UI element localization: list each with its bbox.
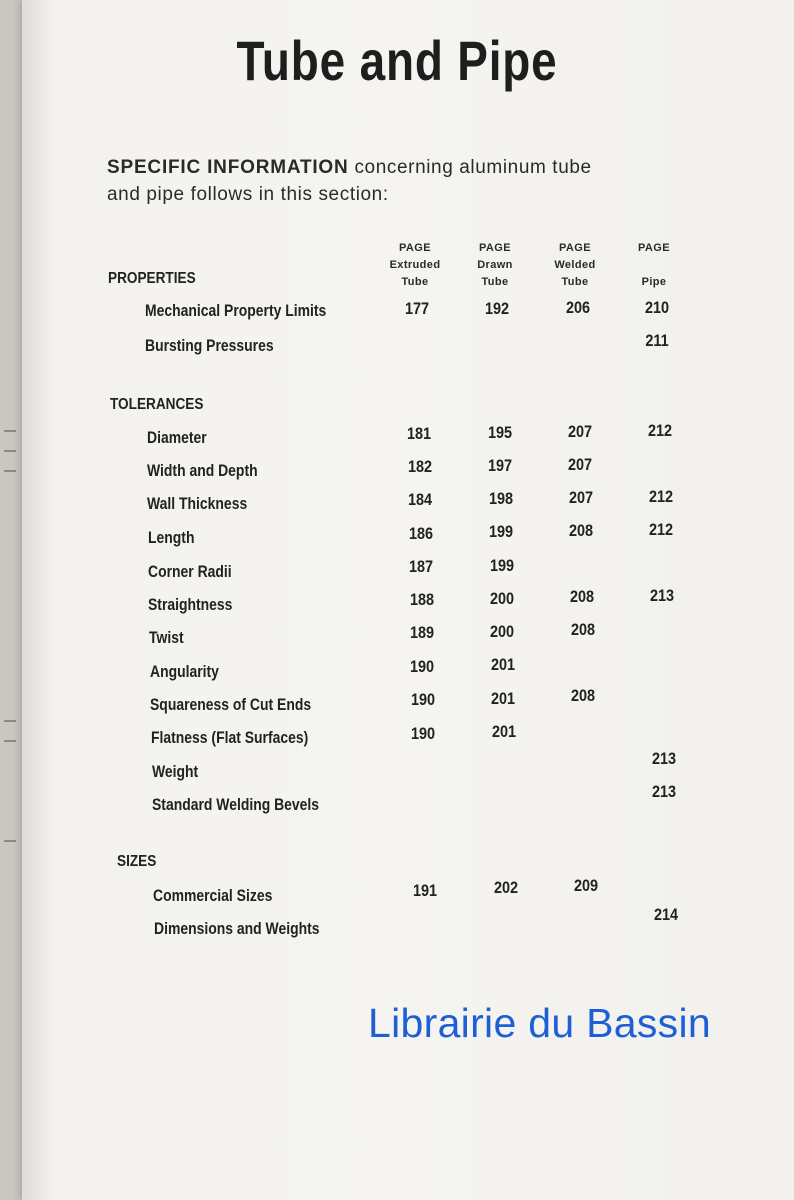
row-label: Corner Radii xyxy=(148,562,232,581)
watermark-text: Librairie du Bassin xyxy=(368,1000,711,1046)
page-ref-pipe: 213 xyxy=(651,749,677,768)
page-ref-pipe: 213 xyxy=(649,586,675,605)
row-label: Twist xyxy=(149,628,184,647)
row-label: Standard Welding Bevels xyxy=(152,795,320,814)
page-ref-pipe: 212 xyxy=(647,421,673,440)
row-label: Flatness (Flat Surfaces) xyxy=(151,728,309,747)
section-heading-sizes: SIZES xyxy=(117,853,157,870)
row-label: Dimensions and Weights xyxy=(154,919,320,938)
adjacent-page-edge xyxy=(0,0,22,1200)
page-ref-pipe: 212 xyxy=(648,520,674,539)
page-ref-extruded: 190 xyxy=(410,724,436,743)
column-header-extruded: PAGE Extruded Tube xyxy=(389,242,441,288)
page-ref-pipe: 212 xyxy=(648,487,674,506)
page-ref-pipe: 213 xyxy=(651,782,677,801)
row-label: Straightness xyxy=(148,595,233,614)
page-ref-drawn: 199 xyxy=(489,556,515,575)
page-ref-welded: 208 xyxy=(570,686,596,705)
intro-paragraph xyxy=(107,154,667,208)
row-label: Wall Thickness xyxy=(147,494,248,513)
intro-line1: concerning aluminum tube xyxy=(354,157,592,178)
row-label: Weight xyxy=(152,762,199,781)
page-ref-welded: 207 xyxy=(567,422,593,441)
page-ref-drawn: 192 xyxy=(484,299,510,318)
row-label: Squareness of Cut Ends xyxy=(150,695,312,714)
intro-line2: and pipe follows in this section: xyxy=(107,184,389,205)
page-ref-welded: 208 xyxy=(568,521,594,540)
page-ref-extruded: 190 xyxy=(409,657,435,676)
page-ref-drawn: 195 xyxy=(487,423,513,442)
row-label: Mechanical Property Limits xyxy=(145,301,327,320)
intro-bold: SPECIFIC INFORMATION xyxy=(107,157,349,178)
row-label: Width and Depth xyxy=(147,461,258,480)
page-ref-extruded: 186 xyxy=(408,524,434,543)
page-ref-drawn: 197 xyxy=(487,456,513,475)
row-label: Bursting Pressures xyxy=(145,336,274,355)
row-label: Diameter xyxy=(147,428,207,447)
column-header-welded: PAGE Welded Tube xyxy=(554,242,596,288)
page-ref-welded: 209 xyxy=(573,876,599,895)
page-ref-welded: 207 xyxy=(568,488,594,507)
page-ref-welded: 207 xyxy=(567,455,593,474)
page-ref-pipe: 211 xyxy=(645,331,669,350)
page-ref-extruded: 181 xyxy=(406,424,432,443)
page-ref-drawn: 198 xyxy=(488,489,514,508)
section-heading-tolerances: TOLERANCES xyxy=(110,396,204,413)
page-ref-welded: 208 xyxy=(570,620,596,639)
page-title: Tube and Pipe xyxy=(236,29,558,92)
page-ref-extruded: 189 xyxy=(409,623,435,642)
page-ref-extruded: 190 xyxy=(410,690,436,709)
page-ref-pipe: 214 xyxy=(653,905,679,924)
page-ref-welded: 206 xyxy=(565,298,591,317)
page-ref-extruded: 187 xyxy=(408,557,434,576)
page-ref-extruded: 191 xyxy=(412,881,438,900)
page-ref-drawn: 201 xyxy=(491,722,517,741)
column-header-drawn: PAGE Drawn Tube xyxy=(477,242,513,288)
page-ref-pipe: 210 xyxy=(644,298,670,317)
page-ref-drawn: 202 xyxy=(493,878,519,897)
page-ref-extruded: 177 xyxy=(404,299,430,318)
page-ref-welded: 208 xyxy=(569,587,595,606)
page-ref-drawn: 199 xyxy=(488,522,514,541)
column-header-pipe: PAGE Pipe xyxy=(638,242,670,288)
section-heading-properties: PROPERTIES xyxy=(108,270,196,287)
page-ref-drawn: 201 xyxy=(490,689,516,708)
page-ref-extruded: 182 xyxy=(407,457,433,476)
page-ref-drawn: 200 xyxy=(489,622,515,641)
page-ref-drawn: 201 xyxy=(490,655,516,674)
row-label: Commercial Sizes xyxy=(153,886,273,905)
page-ref-extruded: 184 xyxy=(407,490,433,509)
row-label: Length xyxy=(148,528,195,547)
page-ref-drawn: 200 xyxy=(489,589,515,608)
row-label: Angularity xyxy=(150,662,219,681)
page-ref-extruded: 188 xyxy=(409,590,435,609)
